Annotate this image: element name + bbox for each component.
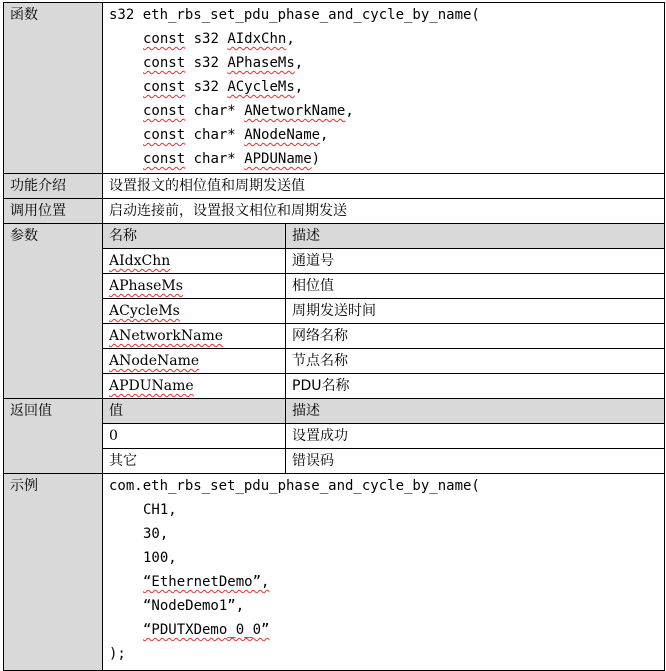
table-row <box>4 324 665 349</box>
param-desc: 相位值 <box>286 274 665 299</box>
example-line: “PDUTXDemo_0_0” <box>143 622 270 638</box>
function-row <box>4 3 665 174</box>
example-line: CH1, <box>143 502 177 518</box>
return-desc-header: 描述 <box>286 399 665 424</box>
signature-param: const s32 ACycleMs, <box>143 79 304 95</box>
return-value-header: 值 <box>103 399 286 424</box>
description-text: 设置报文的相位值和周期发送值 <box>103 174 665 199</box>
example-line: 30, <box>143 526 169 542</box>
param-name: ANetworkName <box>103 324 286 349</box>
table-row <box>4 274 665 299</box>
param-desc: 节点名称 <box>286 349 665 374</box>
table-row <box>4 374 665 399</box>
table-row <box>4 249 665 274</box>
example-line: “NodeDemo1”, <box>143 598 245 614</box>
param-name: ANodeName <box>103 349 286 374</box>
signature-param: const char* APDUName) <box>143 151 321 167</box>
signature-param: const s32 AIdxChn, <box>143 31 295 47</box>
table-row <box>4 449 665 474</box>
signature-param: const s32 APhaseMs, <box>143 55 304 71</box>
function-signature <box>103 3 665 174</box>
function-label: 函数 <box>4 3 103 174</box>
api-doc-table <box>3 2 665 671</box>
param-desc: 周期发送时间 <box>286 299 665 324</box>
return-label: 返回值 <box>4 399 103 474</box>
example-line: ); <box>109 646 126 662</box>
example-line: com.eth_rbs_set_pdu_phase_and_cycle_by_name( <box>109 478 480 494</box>
param-name: ACycleMs <box>103 299 286 324</box>
example-line: 100, <box>143 550 177 566</box>
param-name: APhaseMs <box>103 274 286 299</box>
param-desc: 网络名称 <box>286 324 665 349</box>
param-desc: 通道号 <box>286 249 665 274</box>
return-desc: 错误码 <box>286 449 665 474</box>
example-label: 示例 <box>4 474 103 671</box>
param-name: AIdxChn <box>103 249 286 274</box>
param-name-header: 名称 <box>103 224 286 249</box>
param-desc: PDU名称 <box>286 374 665 399</box>
signature-param: const char* ANetworkName, <box>143 103 354 119</box>
example-line: “EthernetDemo”, <box>143 574 270 590</box>
return-header-row <box>4 399 665 424</box>
return-value: 0 <box>103 424 286 449</box>
table-row <box>4 349 665 374</box>
param-desc-header: 描述 <box>286 224 665 249</box>
call-position-row <box>4 199 665 224</box>
example-row <box>4 474 665 671</box>
signature-head: s32 eth_rbs_set_pdu_phase_and_cycle_by_name( <box>109 7 480 23</box>
example-code <box>103 474 665 671</box>
parameters-header-row <box>4 224 665 249</box>
return-desc: 设置成功 <box>286 424 665 449</box>
description-row <box>4 174 665 199</box>
table-row <box>4 424 665 449</box>
call-position-label: 调用位置 <box>4 199 103 224</box>
table-row <box>4 299 665 324</box>
return-value: 其它 <box>103 449 286 474</box>
param-name: APDUName <box>103 374 286 399</box>
call-position-text: 启动连接前，设置报文相位和周期发送 <box>103 199 665 224</box>
description-label: 功能介绍 <box>4 174 103 199</box>
signature-param: const char* ANodeName, <box>143 127 329 143</box>
parameters-label: 参数 <box>4 224 103 399</box>
